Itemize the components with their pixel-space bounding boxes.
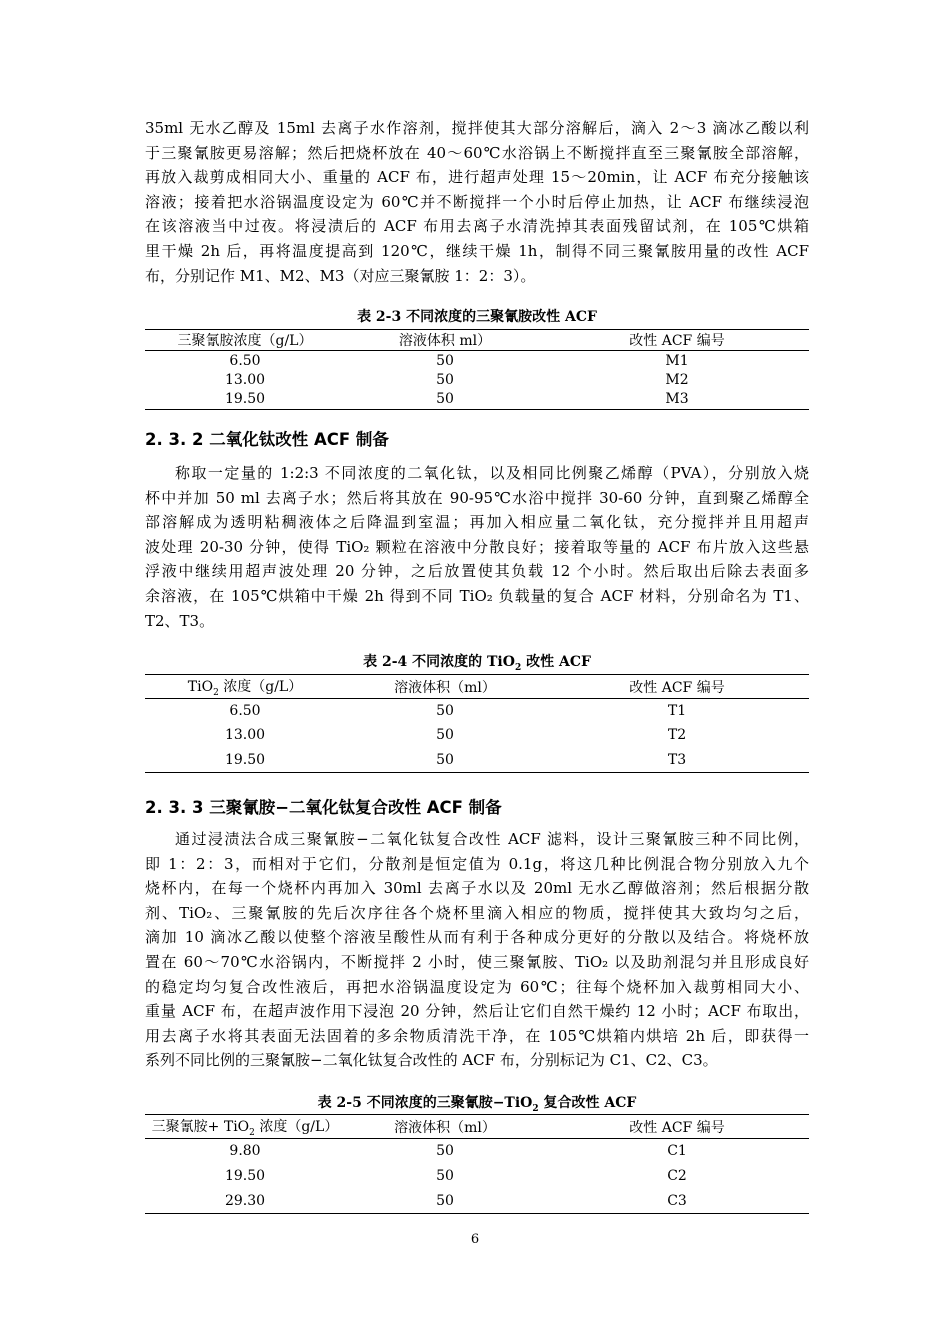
table-row	[145, 723, 809, 748]
table-cell: 9.80	[229, 1143, 261, 1160]
table-row	[145, 370, 809, 390]
table-cell: 29.30	[145, 1189, 345, 1214]
text-line: 波处理 20-30 分钟，使得 TiO₂ 颗粒在溶液中分散良好；接着取等量的 ACF 布片放入这些悬	[145, 537, 809, 556]
table-row	[145, 1164, 809, 1189]
text-line: 浮液中继续用超声波处理 20 分钟，之后放置使其负载 12 个小时。然后取出后除去表面多	[145, 562, 809, 581]
table-cell: T2	[667, 727, 687, 744]
table-cell: 19.50	[224, 1168, 266, 1184]
column-header: 溶液体积（ml）	[345, 1115, 545, 1139]
table-cell: 50	[436, 1168, 454, 1184]
table-2-3	[145, 329, 809, 410]
column-header: 溶液体积（ml）	[345, 675, 545, 699]
header-text: 浓度（g/L）	[254, 1118, 339, 1135]
text-line: 里干燥 2h 后，再将温度提高到 120℃，继续干燥 1h，制得不同三聚氰胺用量的改性 ACF	[145, 241, 809, 260]
table-header-row	[145, 330, 809, 351]
text-line: T2、T3。	[145, 611, 215, 630]
page-number: 6	[470, 1232, 480, 1247]
table-cell: 50	[436, 352, 454, 369]
table-row	[145, 748, 809, 773]
text-line: 置在 60～70℃水浴锅内，不断搅拌 2 小时，使三聚氰胺、TiO₂ 以及助剂混匀并且形成良好	[145, 952, 809, 971]
caption-subscript: 2	[514, 662, 522, 673]
table-row	[145, 351, 809, 371]
paragraph-melamine-method	[145, 116, 809, 288]
header-subscript: 2	[249, 1127, 255, 1138]
table-cell: T3	[545, 748, 809, 773]
column-header: 溶液体积 ml）	[345, 330, 545, 351]
table-cell: M1	[665, 352, 689, 369]
table-row	[145, 1139, 809, 1164]
text-line: 杯中并加 50 ml 去离子水；然后将其放在 90-95℃水浴中搅拌 30-60 分钟，直到聚乙烯醇全	[145, 488, 809, 507]
text-line: 重量 ACF 布，在超声波作用下浸泡 20 分钟，然后让它们自然干燥约 12 小时；ACF 布取出，	[145, 1002, 809, 1021]
header-text: 三聚氰胺+ TiO	[151, 1118, 250, 1135]
table-cell: C3	[545, 1189, 809, 1214]
text-line: 用去离子水将其表面无法固着的多余物质清洗干净，在 105℃烘箱内烘培 2h 后，即获得一	[145, 1026, 809, 1045]
table-cell: 6.50	[229, 703, 261, 719]
text-line: 的稳定均匀复合改性液后，再把水浴锅温度设定为 60℃；往每个烧杯加入裁剪相同大小、	[145, 977, 809, 996]
text-line: 即 1：2：3，而相对于它们，分散剂是恒定值为 0.1g，将这几种比例混合物分别放入九个	[145, 854, 809, 873]
caption-text: 表 2-4 不同浓度的 TiO	[363, 654, 515, 670]
header-text: 浓度（g/L）	[218, 678, 303, 695]
column-header	[145, 675, 345, 699]
paragraph-tio2-method	[145, 461, 809, 633]
table-cell: C1	[667, 1143, 687, 1160]
text-line: 称取一定量的 1:2:3 不同浓度的二氧化钛，以及相同比例聚乙烯醇（PVA），分别放入烧	[175, 464, 809, 482]
text-line: 滴加 10 滴冰乙酸以使整个溶液呈酸性从而有利于各种成分更好的分散以及结合。将烧杯放	[145, 928, 809, 947]
caption-subscript: 2	[532, 1103, 539, 1114]
text-line: 通过浸渍法合成三聚氰胺−二氧化钛复合改性 ACF 滤料，设计三聚氰胺三种不同比例，	[175, 830, 809, 848]
section-heading-2-3-2: 2. 3. 2 二氧化钛改性 ACF 制备	[145, 430, 389, 449]
text-line: 再放入裁剪成相同大小、重量的 ACF 布，进行超声处理 15～20min，让 ACF 布充分接触该	[145, 168, 809, 187]
text-line: 溶液；接着把水浴锅温度设定为 60℃并不断搅拌一个小时后停止加热，让 ACF 布继续浸泡	[145, 192, 809, 211]
caption-text: 复合改性 ACF	[538, 1095, 637, 1111]
column-header: 三聚氰胺浓度（g/L）	[145, 330, 345, 351]
column-header	[145, 1115, 345, 1139]
table-cell: 50	[345, 390, 545, 410]
text-line: 系列不同比例的三聚氰胺−二氧化钛复合改性的 ACF 布，分别标记为 C1、C2、C3。	[145, 1051, 718, 1070]
table-cell: C2	[667, 1168, 687, 1184]
table-cell: 19.50	[145, 748, 345, 773]
table-cell: 6.50	[229, 352, 261, 369]
text-line: 烧杯内，在每一个烧杯内再加入 30ml 去离子水以及 20ml 无水乙醇做溶剂；然后根据分散	[145, 879, 809, 898]
text-line: 于三聚氰胺更易溶解；然后把烧杯放在 40～60℃水浴锅上不断搅拌直至三聚氰胺全部溶解，	[145, 143, 809, 162]
table-row	[145, 390, 809, 410]
table-cell: 13.00	[224, 727, 266, 744]
table-cell: T1	[667, 703, 687, 719]
caption-text: 表 2-5 不同浓度的三聚氰胺−TiO	[317, 1095, 533, 1111]
table-cell: 13.00	[224, 371, 266, 388]
table-caption	[145, 1092, 809, 1114]
text-line: 35ml 无水乙醇及 15ml 去离子水作溶剂，搅拌使其大部分溶解后，滴入 2～3 滴冰乙酸以利	[145, 119, 809, 137]
text-line: 在该溶液当中过夜。将浸渍后的 ACF 布用去离子水清洗掉其表面残留试剂，在 105℃烘箱	[145, 217, 809, 236]
table-cell: 50	[436, 703, 454, 719]
table-cell: 19.50	[145, 390, 345, 410]
text-line: 布，分别记作 M1、M2、M3（对应三聚氰胺 1：2：3）。	[145, 266, 536, 285]
section-heading-2-3-3: 2. 3. 3 三聚氰胺−二氧化钛复合改性 ACF 制备	[145, 798, 502, 817]
table-cell: 50	[436, 371, 454, 388]
table-cell: 50	[436, 1143, 454, 1160]
table-row	[145, 699, 809, 724]
paragraph-composite-method	[145, 827, 809, 1073]
text-line: 部溶解成为透明粘稠液体之后降温到室温；再加入相应量二氧化钛，充分搅拌并且用超声	[145, 513, 809, 532]
table-cell: 50	[436, 727, 454, 744]
header-text: TiO	[187, 678, 214, 695]
table-cell: 50	[345, 1189, 545, 1214]
table-header-row	[145, 675, 809, 699]
table-caption: 表 2-3 不同浓度的三聚氰胺改性 ACF	[357, 309, 597, 325]
caption-text: 改性 ACF	[521, 654, 591, 670]
table-cell: M3	[545, 390, 809, 410]
table-header-row	[145, 1115, 809, 1139]
table-2-4	[145, 674, 809, 773]
column-header: 改性 ACF 编号	[545, 675, 809, 699]
column-header: 改性 ACF 编号	[545, 330, 809, 351]
header-subscript: 2	[213, 687, 219, 698]
table-2-5	[145, 1114, 809, 1214]
column-header: 改性 ACF 编号	[545, 1115, 809, 1139]
table-cell: 50	[345, 748, 545, 773]
table-caption	[145, 651, 809, 673]
text-line: 余溶液，在 105℃烘箱中干燥 2h 得到不同 TiO₂ 负载量的复合 ACF 材料，分别命名为 T1、	[145, 586, 809, 605]
text-line: 剂、TiO₂、三聚氰胺的先后次序往各个烧杯里滴入相应的物质，搅拌使其大致均匀之后，	[145, 903, 809, 922]
table-row	[145, 1189, 809, 1214]
table-cell: M2	[665, 371, 689, 388]
